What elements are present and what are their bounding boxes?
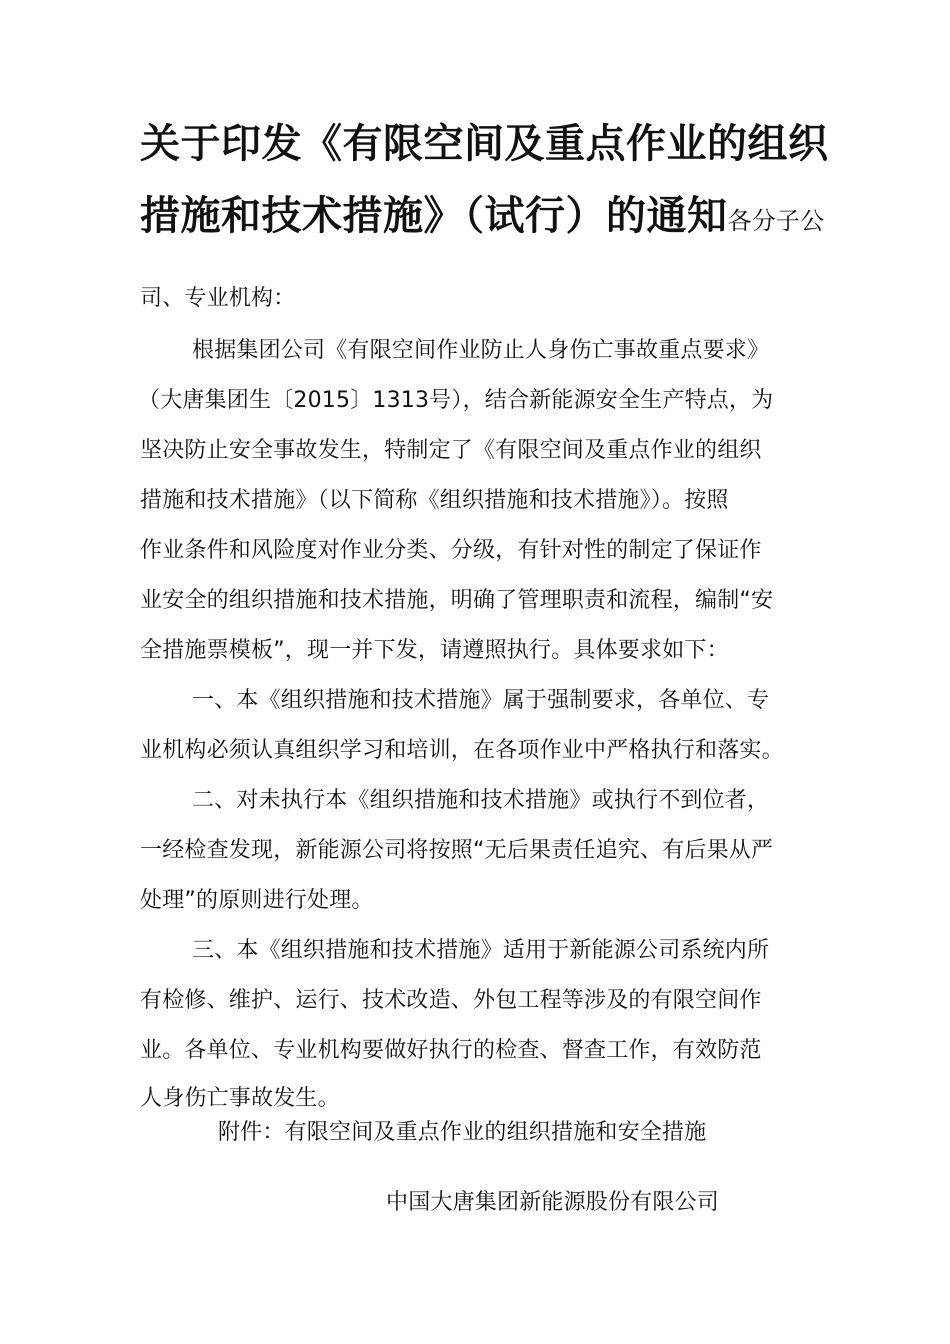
- signature-line: 中国大唐集团新能源股份有限公司: [386, 1190, 720, 1215]
- body-line: 措施和技术措施》（以下简称《组织措施和技术措施》）。按照: [140, 488, 729, 513]
- body-line: 人身伤亡事故发生。: [140, 1086, 340, 1111]
- body-line: 业安全的组织措施和技术措施，明确了管理职责和流程，编制“安: [140, 588, 774, 613]
- document-title-line-2: [140, 190, 824, 247]
- body-line: 根据集团公司《有限空间作业防止人身伤亡事故重点要求》: [192, 338, 770, 363]
- attachment-line: 附件：有限空间及重点作业的组织措施和安全措施: [218, 1120, 707, 1145]
- body-line: 全措施票模板”，现一并下发，请遵照执行。具体要求如下：: [140, 638, 729, 663]
- body-line: 业。各单位、专业机构要做好执行的检查、督查工作，有效防范: [140, 1038, 762, 1063]
- body-line: 作业条件和风险度对作业分类、分级，有针对性的制定了保证作: [140, 538, 762, 563]
- addressee-line: 司、专业机构：: [140, 286, 296, 311]
- body-line: 三、本《组织措施和技术措施》适用于新能源公司系统内所: [192, 938, 770, 963]
- document-title-text: 措施和技术措施》（试行）的通知: [140, 193, 728, 239]
- body-line: 一经检查发现，新能源公司将按照“无后果责任追究、有后果从严: [140, 838, 774, 863]
- body-line: 处理”的原则进行处理。: [140, 888, 374, 913]
- body-line: 有检修、维护、运行、技术改造、外包工程等涉及的有限空间作: [140, 988, 762, 1013]
- body-line: 一、本《组织措施和技术措施》属于强制要求，各单位、专: [192, 688, 770, 713]
- body-line: 业机构必须认真组织学习和培训，在各项作业中严格执行和落实。: [140, 738, 784, 763]
- body-line: （大唐集团生〔2015〕1313号），结合新能源安全生产特点，为: [138, 388, 774, 413]
- body-line: 坚决防止安全事故发生，特制定了《有限空间及重点作业的组织: [140, 438, 762, 463]
- body-line: 二、对未执行本《组织措施和技术措施》或执行不到位者，: [192, 788, 770, 813]
- document-title-line-1: 关于印发《有限空间及重点作业的组织: [140, 121, 829, 167]
- addressee-start: 各分子公: [727, 207, 825, 235]
